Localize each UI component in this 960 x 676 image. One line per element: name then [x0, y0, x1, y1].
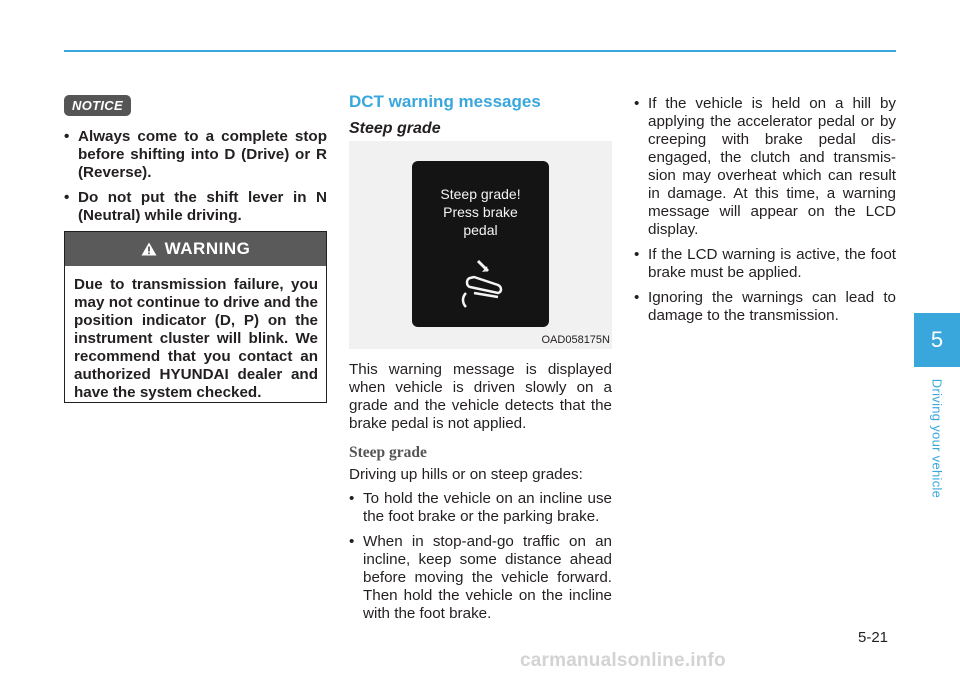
section-subtitle: Steep grade: [349, 120, 441, 137]
steep-grade-list: [349, 490, 612, 623]
list-item: • If the vehicle is held on a hill by applying the accelerator pedal or by creeping with brake pedal dis-engaged, the clutch and transmis-sion may overheat which can result in damage. At this time, a warning message will appear on the LCD display.: [634, 95, 896, 239]
chapter-tab: 5: [914, 313, 960, 367]
watermark: carmanualsonline.info: [520, 650, 726, 671]
lcd-display: [412, 161, 549, 327]
warning-box: [64, 231, 327, 403]
warning-header: [65, 232, 326, 266]
warning-text: Due to transmission failure, you may not continue to drive and the position indicator (D, P) on the instrument cluster will blink. We recommend that you contact an authorized HYUNDAI dealer and have the system checked.: [74, 276, 318, 401]
chapter-label: Driving your vehicle: [929, 378, 945, 499]
figure-steep-grade: [349, 141, 612, 349]
hill-warning-section: [634, 95, 896, 332]
notice-section: [64, 95, 327, 232]
notice-badge: NOTICE: [64, 95, 131, 116]
dct-section-header: [349, 92, 612, 139]
notice-list: [64, 128, 327, 225]
list-item: • Do not put the shift lever in N (Neutral) while driving.: [64, 189, 327, 225]
hill-warning-list: [634, 95, 896, 325]
list-item: • To hold the vehicle on an incline use the foot brake or the parking brake.: [349, 490, 612, 526]
warning-label: WARNING: [164, 239, 251, 258]
page-number: 5-21: [858, 629, 889, 646]
list-item: • Always come to a complete stop before shifting into D (Drive) or R (Reverse).: [64, 128, 327, 182]
lcd-message: Steep grade! Press brake pedal: [440, 186, 521, 238]
brake-pedal-icon: [448, 257, 516, 309]
list-item: • If the LCD warning is active, the foot brake must be applied.: [634, 246, 896, 282]
top-rule: [64, 50, 896, 52]
list-item: • Ignoring the warnings can lead to damage to the transmission.: [634, 289, 896, 325]
warning-triangle-icon: [141, 242, 157, 256]
steep-grade-intro: Driving up hills or on steep grades:: [349, 466, 583, 483]
steep-grade-text: [349, 361, 612, 630]
figure-code: OAD058175N: [541, 334, 610, 346]
steep-grade-heading: Steep grade: [349, 444, 427, 461]
description-paragraph: This warning message is displayed when vehicle is driven slowly on a grade and the vehicle detects that the brake pedal is not applied.: [349, 361, 612, 432]
section-title: DCT warning messages: [349, 92, 541, 111]
list-item: • When in stop-and-go traffic on an incline, keep some distance ahead before moving the vehicle forward. Then hold the vehicle on the incline with the foot brake.: [349, 533, 612, 623]
